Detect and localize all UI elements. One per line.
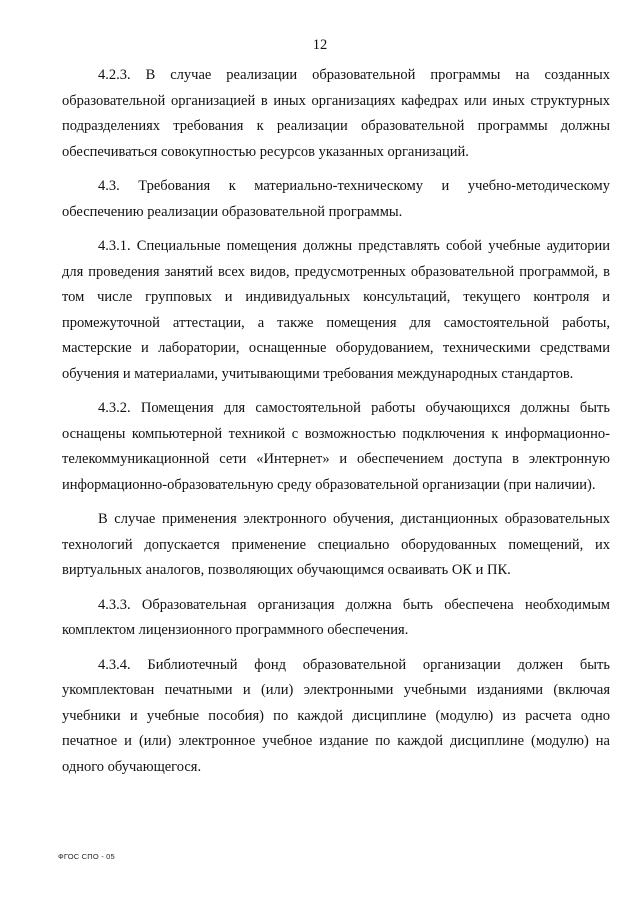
paragraph-4-3-2: 4.3.2. Помещения для самостоятельной работы обучающихся должны быть оснащены компьютерной техникой с возможностью подключения к информационно-телекоммуникационной сети «Интернет» и обеспечением доступа в электронную информационно-образовательную среду образовательной организации (при наличии). [62, 400, 610, 493]
paragraph-4-3-4: 4.3.4. Библиотечный фонд образовательной организации должен быть укомплектован печатными и (или) электронными учебными изданиями (включая учебники и учебные пособия) по каждой дисциплине (модулю) из расчета одно печатное и (или) электронное учебное издание по каждой дисциплине (модулю) на одного обучающегося. [62, 656, 610, 775]
page-number: 12 [312, 37, 328, 53]
footer-standard-code: ФГОС СПО - 05 [58, 852, 115, 861]
paragraph-4-3-1: 4.3.1. Специальные помещения должны представлять собой учебные аудитории для проведения занятий всех видов, предусмотренных образовательной программой, в том числе групповых и индивидуальных консультаций, текущего контроля и промежуточной аттестации, а также помещения для самостоятельной работы, мастерские и лаборатории, оснащенные оборудованием, техническими средствами обучения и материалами, учитывающими требования международных стандартов. [62, 238, 610, 382]
paragraph-4-2-3: 4.2.3. В случае реализации образовательной программы на созданных образовательной организацией в иных организациях кафедрах или иных структурных подразделениях требования к реализации образовательной программы должны обеспечиваться совокупностью ресурсов указанных организаций. [62, 67, 610, 160]
paragraph-4-3: 4.3. Требования к материально-техническому и учебно-методическому обеспечению реализации образовательной программы. [62, 178, 610, 220]
paragraph-distance-learning: В случае применения электронного обучения, дистанционных образовательных технологий допускается применение специально оборудованных помещений, их виртуальных аналогов, позволяющих обучающимся осваивать ОК и ПК. [62, 511, 610, 578]
document-body [62, 63, 610, 789]
paragraph-4-3-3: 4.3.3. Образовательная организация должна быть обеспечена необходимым комплектом лицензионного программного обеспечения. [62, 596, 610, 638]
